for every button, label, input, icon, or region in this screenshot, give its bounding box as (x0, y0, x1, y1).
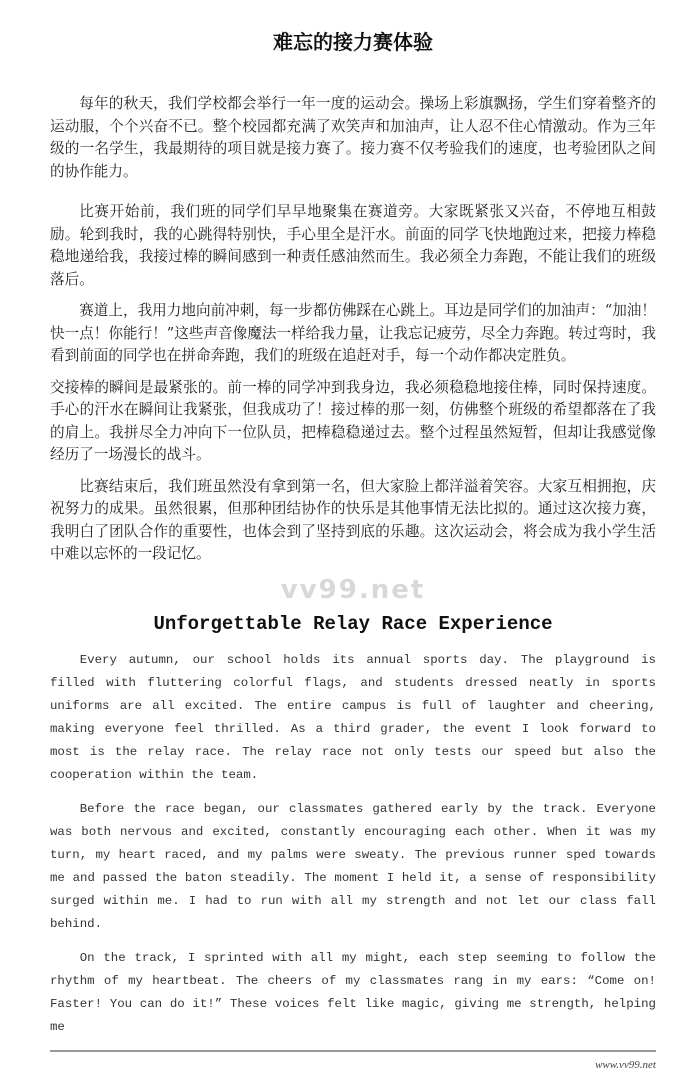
english-title: Unforgettable Relay Race Experience (153, 612, 553, 635)
english-paragraph-2: Before the race began, our classmates gathered early by the track. Everyone was both nervous and excited, constantly encouraging each other. When it was my turn, my heart raced, and my palms were sweaty. The previous runner sped towards me and passed the baton steadily. The moment I held it, a sense of responsibility surged within me. I had to run with all my strength and not let our class fall behind. (50, 801, 656, 931)
footer-url: www.vv99.net (595, 1058, 656, 1071)
chinese-title: 难忘的接力赛体验 (273, 30, 433, 54)
english-paragraph-1: Every autumn, our school holds its annual sports day. The playground is filled with fluttering colorful flags, and students dressed neatly in sports uniforms are all excited. The entire campus is full of laughter and cheering, making everyone feel thrilled. As a third grader, the event I look forward to most is the relay race. The relay race not only tests our speed but also the cooperation within the team. (50, 652, 656, 782)
english-paragraph-3: On the track, I sprinted with all my might, each step seeming to follow the rhythm of my heartbeat. The cheers of my classmates rang in my ears: “Come on! Faster! You can do it!” These voices felt like magic, giving me strength, helping me (50, 950, 656, 1034)
footer-divider (50, 1050, 656, 1052)
document-page (50, 0, 656, 1083)
chinese-paragraph-1: 每年的秋天，我们学校都会举行一年一度的运动会。操场上彩旗飘扬，学生们穿着整齐的运动服，个个兴奋不已。整个校园都充满了欢笑声和加油声，让人忍不住心情激动。作为三年级的一名学生，我最期待的项目就是接力赛了。接力赛不仅考验我们的速度，也考验团队之间的协作能力。 (50, 95, 656, 180)
chinese-paragraph-2: 比赛开始前，我们班的同学们早早地聚集在赛道旁。大家既紧张又兴奋，不停地互相鼓励。轮到我时，我的心跳得特别快，手心里全是汗水。前面的同学飞快地跑过来，把接力棒稳稳地递给我，我接过棒的瞬间感到一种责任感油然而生。我必须全力奔跑，不能让我们的班级落后。 (50, 203, 656, 288)
chinese-paragraph-5: 比赛结束后，我们班虽然没有拿到第一名，但大家脸上都洋溢着笑容。大家互相拥抱，庆祝努力的成果。虽然很累，但那种团结协作的快乐是其他事情无法比拟的。通过这次接力赛，我明白了团队合作的重要性，也体会到了坚持到底的乐趣。这次运动会，将会成为我小学生活中难以忘怀的一段记忆。 (50, 477, 656, 562)
chinese-paragraph-3: 赛道上，我用力地向前冲刺，每一步都仿佛踩在心跳上。耳边是同学们的加油声：“加油！快一点！你能行！”这些声音像魔法一样给我力量，让我忘记疲劳，尽全力奔跑。转过弯时，我看到前面的同学也在拼命奔跑，我们的班级在追赶对手，每一个动作都决定胜负。 (50, 302, 656, 364)
watermark: vv99.net (280, 574, 426, 605)
chinese-paragraph-4: 交接棒的瞬间是最紧张的。前一棒的同学冲到我身边，我必须稳稳地接住棒，同时保持速度。手心的汗水在瞬间让我紧张，但我成功了！接过棒的那一刻，仿佛整个班级的希望都落在了我的肩上。我拼尽全力冲向下一位队员，把棒稳稳递过去。整个过程虽然短暂，但却让我感觉像经历了一场漫长的战斗。 (50, 378, 656, 463)
